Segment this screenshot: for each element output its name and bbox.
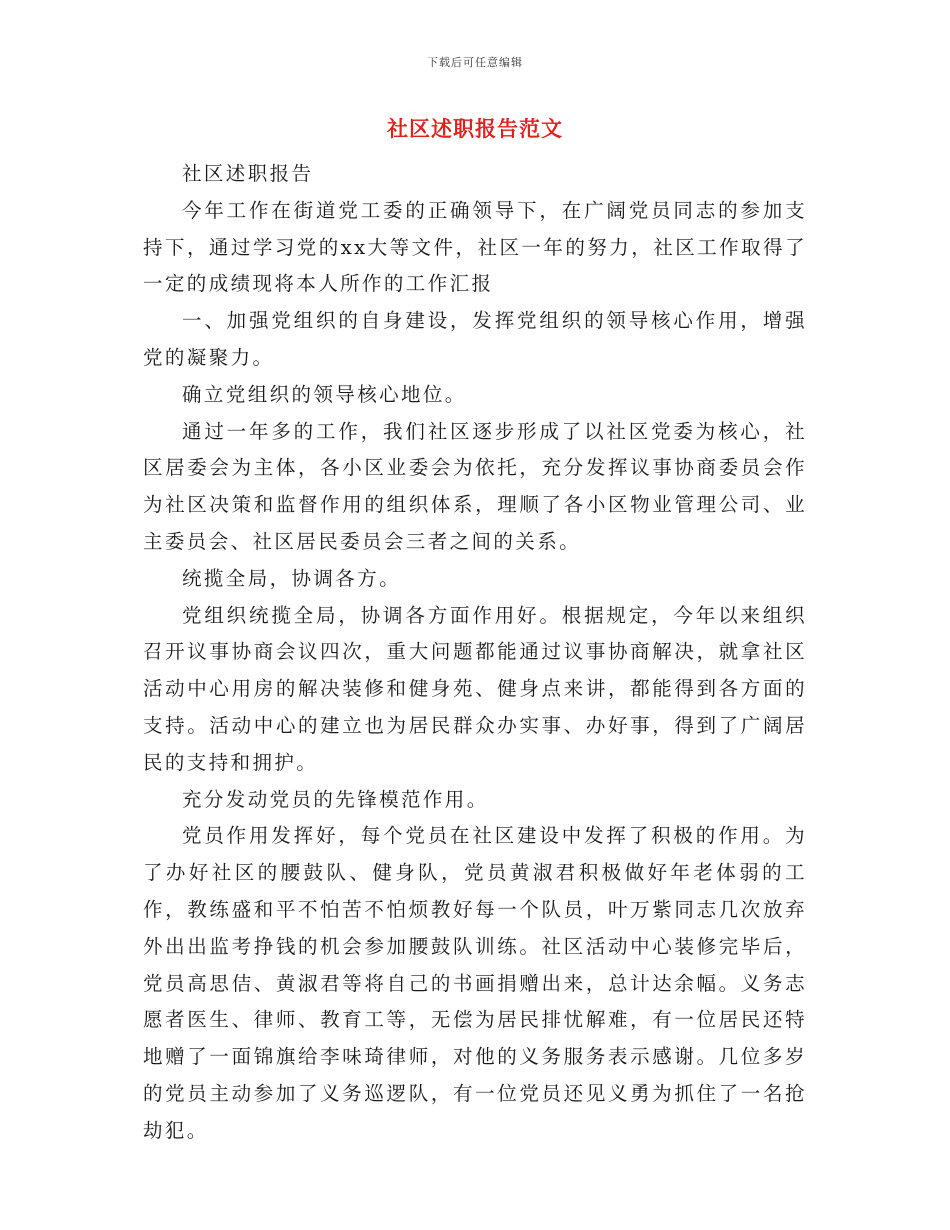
paragraph-report-heading: 社区述职报告 bbox=[182, 162, 314, 185]
paragraph-coordination-details: 党组织统揽全局，协调各方面作用好。根据规定，今年以来组织召开议事协商会议四次，重大问题都能通过议事协商解决，就拿社区活动中心用房的解决装修和健身苑、健身点来讲，都能得到各方面的支持。活动中心的建立也为居民群众办实事、办好事，得到了广阔居民的支持和拥护。 bbox=[143, 603, 807, 774]
paragraph-subheading-coordinate: 统揽全局，协调各方。 bbox=[182, 566, 402, 590]
paragraph-subheading-core-position: 确立党组织的领导核心地位。 bbox=[182, 382, 467, 406]
header-note: 下载后可任意编辑 bbox=[427, 56, 523, 69]
document-body bbox=[143, 156, 807, 1150]
paragraph-organization-system: 通过一年多的工作，我们社区逐步形成了以社区党委为核心，社区居委会为主体，各小区业委会为依托，充分发挥议事协商委员会作为社区决策和监督作用的组织体系，理顺了各小区物业管理公司、业主委员会、社区居民委员会三者之间的关系。 bbox=[143, 419, 807, 553]
document-title: 社区述职报告范文 bbox=[387, 116, 563, 141]
paragraph-party-member-role: 党员作用发挥好，每个党员在社区建设中发挥了积极的作用。为了办好社区的腰鼓队、健身队，党员黄淑君积极做好年老体弱的工作，教练盛和平不怕苦不怕烦教好每一个队员，叶万紫同志几次放弃外出出监考挣钱的机会参加腰鼓队训练。社区活动中心装修完毕后，党员高思佶、黄淑君等将自己的书画捐赠出来，总计达余幅。义务志愿者医生、律师、教育工等，无偿为居民排忧解难，有一位居民还特地赠了一面锦旗给李味琦律师，对他的义务服务表示感谢。几位多岁的党员主动参加了义务巡逻队，有一位党员还见义勇为抓住了一名抢劫犯。 bbox=[143, 824, 807, 1142]
paragraph-intro: 今年工作在街道党工委的正确领导下，在广阔党员同志的参加支持下，通过学习党的xx大等文件，社区一年的努力，社区工作取得了一定的成绩现将本人所作的工作汇报 bbox=[143, 198, 807, 296]
paragraph-section-1-heading: 一、加强党组织的自身建设，发挥党组织的领导核心作用，增强党的凝聚力。 bbox=[143, 309, 807, 369]
paragraph-subheading-pioneer-role: 充分发动党员的先锋模范作用。 bbox=[182, 787, 489, 811]
